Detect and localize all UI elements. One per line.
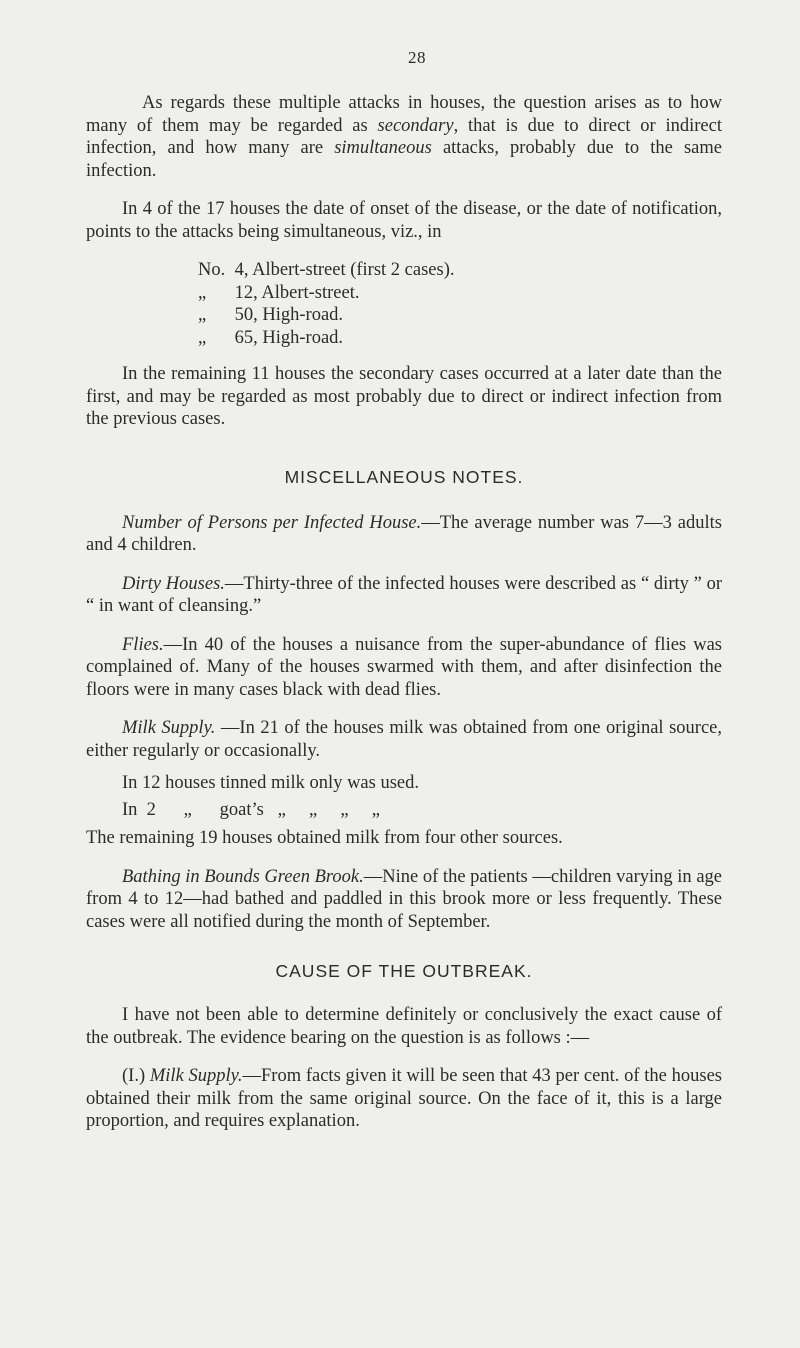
simultaneous-houses-list	[198, 259, 722, 349]
intro-paragraph-2: In 4 of the 17 houses the date of onset of the disease, or the date of notification, points to the attacks being simultaneous, viz., in	[86, 199, 722, 242]
intro-text-c: attacks, probably due to the same infection.	[86, 138, 722, 181]
cause-milk-text: —From facts given it will be seen that 43 per cent. of the houses obtained their milk from the same original source. On the face of it, this is a large proportion, and requires explanation.	[86, 1066, 723, 1131]
cause-heading: CAUSE OF THE OUTBREAK.	[275, 961, 533, 981]
secondary-term: secondary	[377, 115, 454, 136]
list-item: In 12 houses tinned milk only was used.	[122, 773, 420, 793]
intro-paragraph-1	[86, 92, 722, 182]
bathing-paragraph	[86, 866, 722, 934]
persons-title: Number of Persons per Infected House.	[122, 512, 422, 533]
list-item-mark: „	[198, 305, 207, 325]
milk-remaining-paragraph: The remaining 19 houses obtained milk from four other sources.	[86, 828, 563, 848]
flies-paragraph	[86, 634, 722, 702]
persons-paragraph	[86, 512, 722, 557]
list-item-text: 65, High-road.	[230, 327, 344, 348]
cause-milk-title: Milk Supply.	[149, 1066, 243, 1086]
intro-text-b: , that is due to direct or indirect infection, and how many are	[86, 115, 722, 158]
bathing-text: —Nine of the patients —children varying in age from 4 to 12—had bathed and paddled in this brook more or less frequently. These cases were all notified during the month of September.	[86, 866, 723, 932]
list-item	[198, 327, 722, 350]
milk-text: —In 21 of the houses milk was obtained from one original source, either regularly or occasionally.	[86, 718, 723, 761]
list-item-text: 50, High-road.	[230, 305, 344, 325]
misc-notes-heading: MISCELLANEOUS NOTES.	[284, 466, 524, 487]
list-item-text: 4, Albert-street (first 2 cases).	[230, 260, 455, 280]
list-item-mark: No.	[198, 260, 226, 280]
dirty-houses-paragraph	[86, 573, 722, 618]
intro-text-a: As regards these multiple attacks in houses, the question arises as to how many of them may be regarded as	[86, 93, 722, 136]
flies-title: Flies.	[122, 634, 164, 655]
cause-item-number: (I.)	[122, 1066, 150, 1086]
simultaneous-term: simultaneous	[334, 138, 432, 158]
flies-text: —In 40 of the houses a nuisance from the super-abundance of flies was complained of. Many of the houses swarmed with them, and after disinfection the floors were in many cases black with dead flies.	[86, 634, 722, 700]
dirty-text: —Thirty-three of the infected houses were described as “ dirty ” or “ in want of cleansing.”	[86, 573, 722, 616]
list-item-text: 12, Albert-street.	[230, 282, 360, 303]
list-item	[198, 304, 722, 327]
cause-paragraph-1: I have not been able to determine definitely or conclusively the exact cause of the outbreak. The evidence bearing on the question is as follows :—	[86, 1005, 722, 1048]
intro-paragraph-3: In the remaining 11 houses the secondary cases occurred at a later date than the first, and may be regarded as most probably due to direct or indirect infection from the previous cases.	[86, 364, 722, 429]
persons-text: —The average number was 7—3 adults and 4 children.	[86, 512, 722, 555]
list-item-mark: „	[198, 327, 207, 348]
dirty-title: Dirty Houses.	[122, 573, 225, 594]
cause-paragraph-2	[86, 1065, 722, 1133]
milk-title: Milk Supply.	[122, 718, 216, 738]
milk-supply-paragraph	[86, 717, 722, 762]
list-item	[198, 282, 722, 305]
document-page	[86, 48, 722, 1149]
milk-list	[122, 772, 722, 821]
page-number: 28	[408, 48, 426, 67]
list-item	[198, 259, 722, 282]
list-item: In 2 „ goat’s „ „ „ „	[122, 799, 380, 820]
list-item-mark: „	[198, 282, 207, 303]
bathing-title: Bathing in Bounds Green Brook.	[122, 866, 364, 887]
